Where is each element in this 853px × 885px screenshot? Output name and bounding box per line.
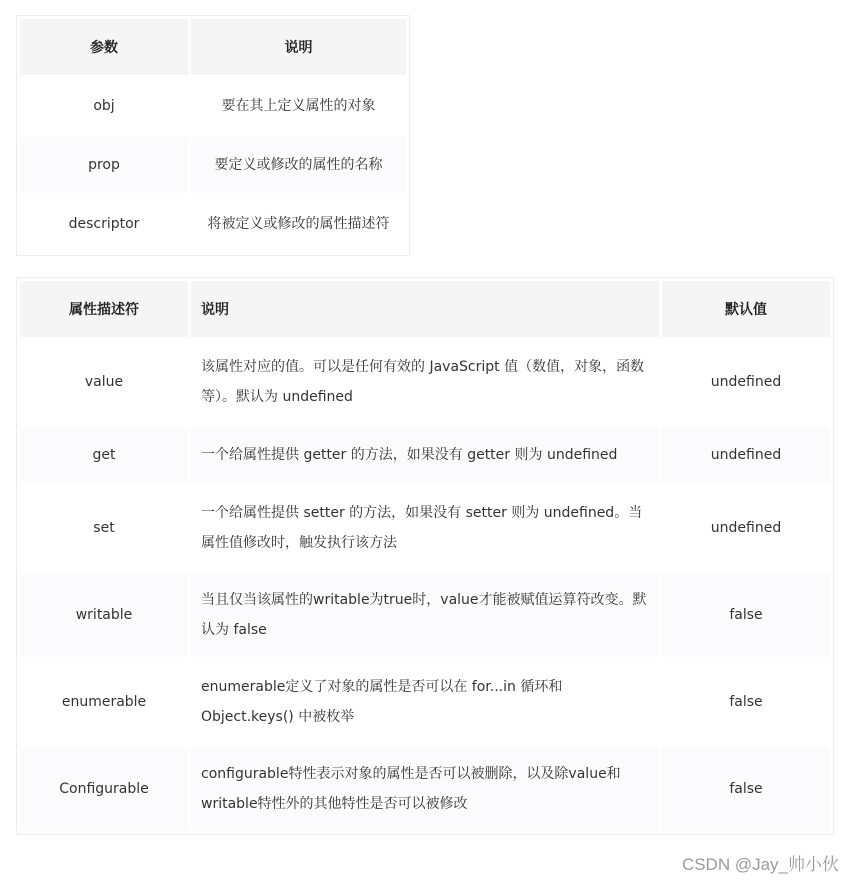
descriptor-name: Configurable [20,747,188,831]
descriptor-default: undefined [662,427,830,483]
params-header-name: 参数 [20,19,188,75]
param-desc: 将被定义或修改的属性描述符 [207,216,390,232]
descriptor-header-desc: 说明 [191,281,659,337]
watermark: CSDN @Jay_帅小伙 [681,855,839,874]
param-name: prop [20,137,188,193]
descriptor-default: false [662,747,830,831]
descriptor-default: false [729,694,763,710]
descriptor-desc: 该属性对应的值。可以是任何有效的 JavaScript 值（数值，对象，函数等）。默认为 undefined [201,359,645,405]
descriptor-name: value [84,374,124,390]
descriptor-header-name: 属性描述符 [20,281,188,337]
table-row [20,196,406,252]
table-row [20,573,830,657]
params-header-row [20,19,406,75]
descriptor-default: undefined [710,520,782,536]
descriptor-desc: 一个给属性提供 getter 的方法，如果没有 getter 则为 undefined [191,427,659,483]
param-name: descriptor [68,216,140,232]
table-row [20,340,830,424]
descriptor-desc: configurable特性表示对象的属性是否可以被删除，以及除value和writable特性外的其他特性是否可以被修改 [191,747,659,831]
table-row [20,747,830,831]
descriptor-desc: enumerable定义了对象的属性是否可以在 for...in 循环和 Object.keys() 中被枚举 [201,679,563,725]
descriptor-name: enumerable [61,694,147,710]
descriptor-default: undefined [710,374,782,390]
table-row [20,78,406,134]
table-row [20,427,830,483]
descriptor-table [16,277,834,835]
params-table [16,15,410,256]
param-desc: 要在其上定义属性的对象 [221,98,376,114]
descriptor-desc: 一个给属性提供 setter 的方法，如果没有 setter 则为 undefined。当属性值修改时，触发执行该方法 [201,505,643,551]
table-row [20,486,830,570]
descriptor-header-row [20,281,830,337]
table-row [20,137,406,193]
descriptor-name: get [20,427,188,483]
descriptor-name: writable [20,573,188,657]
param-desc: 要定义或修改的属性的名称 [191,137,406,193]
descriptor-name: set [93,520,115,536]
params-header-desc: 说明 [191,19,406,75]
descriptor-desc: 当且仅当该属性的writable为true时，value才能被赋值运算符改变。默认为 false [191,573,659,657]
descriptor-default: false [662,573,830,657]
descriptor-header-default: 默认值 [662,281,830,337]
table-row [20,660,830,744]
param-name: obj [93,98,115,114]
